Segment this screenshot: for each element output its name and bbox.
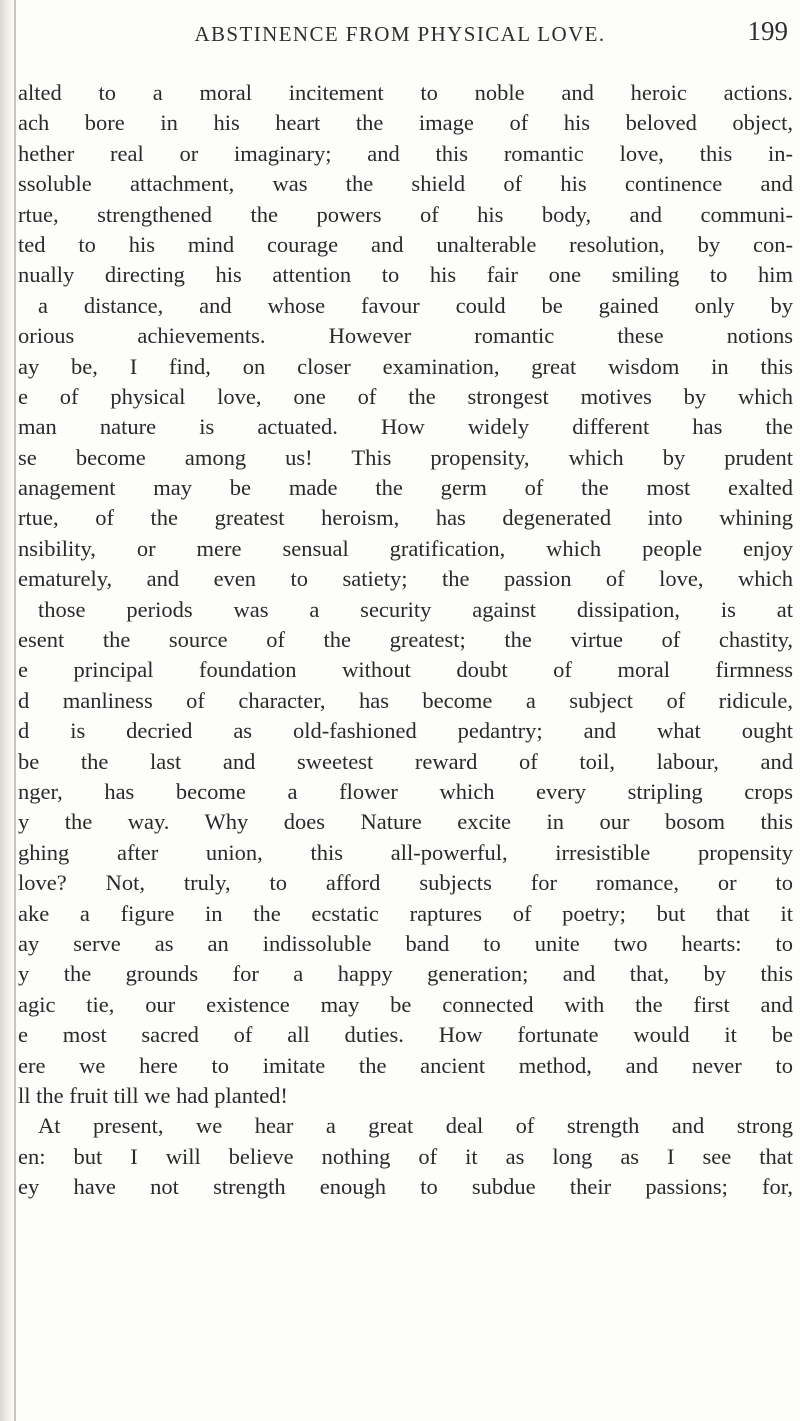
text-line: those periods was a security against dissipation, is at [38,596,793,622]
text-line: ll the fruit till we had planted! [18,1082,288,1108]
text-line: d is decried as old-fashioned pedantry; and what ought [18,718,793,744]
text-line: ay serve as an indissoluble band to unite two hearts: to [18,930,793,956]
text-line: ssoluble attachment, was the shield of his continence and [18,171,793,197]
text-line: ey have not strength enough to subdue their passions; for, [18,1174,793,1200]
page-number: 199 [747,16,788,46]
text-line: At present, we hear a great deal of strength and strong [38,1113,793,1139]
text-line: orious achievements. However romantic these notions [18,323,793,349]
text-line: a distance, and whose favour could be gained only by [38,292,793,318]
binding-gutter-shadow [0,0,14,1421]
text-line: d manliness of character, has become a subject of ridicule, [18,687,793,713]
text-line: hether real or imaginary; and this romantic love, this in- [18,140,793,166]
text-line: rtue, strengthened the powers of his body, and communi- [18,201,793,227]
body-text [18,78,793,1202]
text-line: nger, has become a flower which every stripling crops [18,778,793,804]
text-line: love? Not, truly, to afford subjects for romance, or to [18,870,793,896]
text-line: be the last and sweetest reward of toil, labour, and [18,748,793,774]
text-line: man nature is actuated. How widely different has the [18,414,793,440]
text-line: ematurely, and even to satiety; the passion of love, which [18,566,793,592]
text-line: nually directing his attention to his fair one smiling to him [18,262,793,288]
text-line: esent the source of the greatest; the virtue of chastity, [18,627,793,653]
text-line: ere we here to imitate the ancient method, and never to [18,1052,793,1078]
text-line: en: but I will believe nothing of it as long as I see that [18,1143,793,1169]
text-line: ay be, I find, on closer examination, great wisdom in this [18,353,793,379]
text-line: ghing after union, this all-powerful, irresistible propensity [18,839,793,865]
text-line: e most sacred of all duties. How fortunate would it be [18,1022,793,1048]
text-line: y the way. Why does Nature excite in our bosom this [18,809,793,835]
binding-gutter-edge [14,0,16,1421]
text-line: y the grounds for a happy generation; and that, by this [18,961,793,987]
text-line: se become among us! This propensity, which by prudent [18,444,793,470]
text-line: ake a figure in the ecstatic raptures of poetry; but that it [18,900,793,926]
text-line: rtue, of the greatest heroism, has degenerated into whining [18,505,793,531]
running-head-title: ABSTINENCE FROM PHYSICAL LOVE. [194,22,606,46]
text-line: nsibility, or mere sensual gratification, which people enjoy [18,535,793,561]
text-line: ach bore in his heart the image of his beloved object, [18,110,793,136]
text-line: e of physical love, one of the strongest motives by which [18,383,793,409]
text-line: ted to his mind courage and unalterable resolution, by con- [18,231,793,257]
text-line: agic tie, our existence may be connected with the first and [18,991,793,1017]
text-line: anagement may be made the germ of the most exalted [18,475,793,501]
text-line: e principal foundation without doubt of moral firmness [18,657,793,683]
text-line: alted to a moral incitement to noble and heroic actions. [18,80,793,105]
